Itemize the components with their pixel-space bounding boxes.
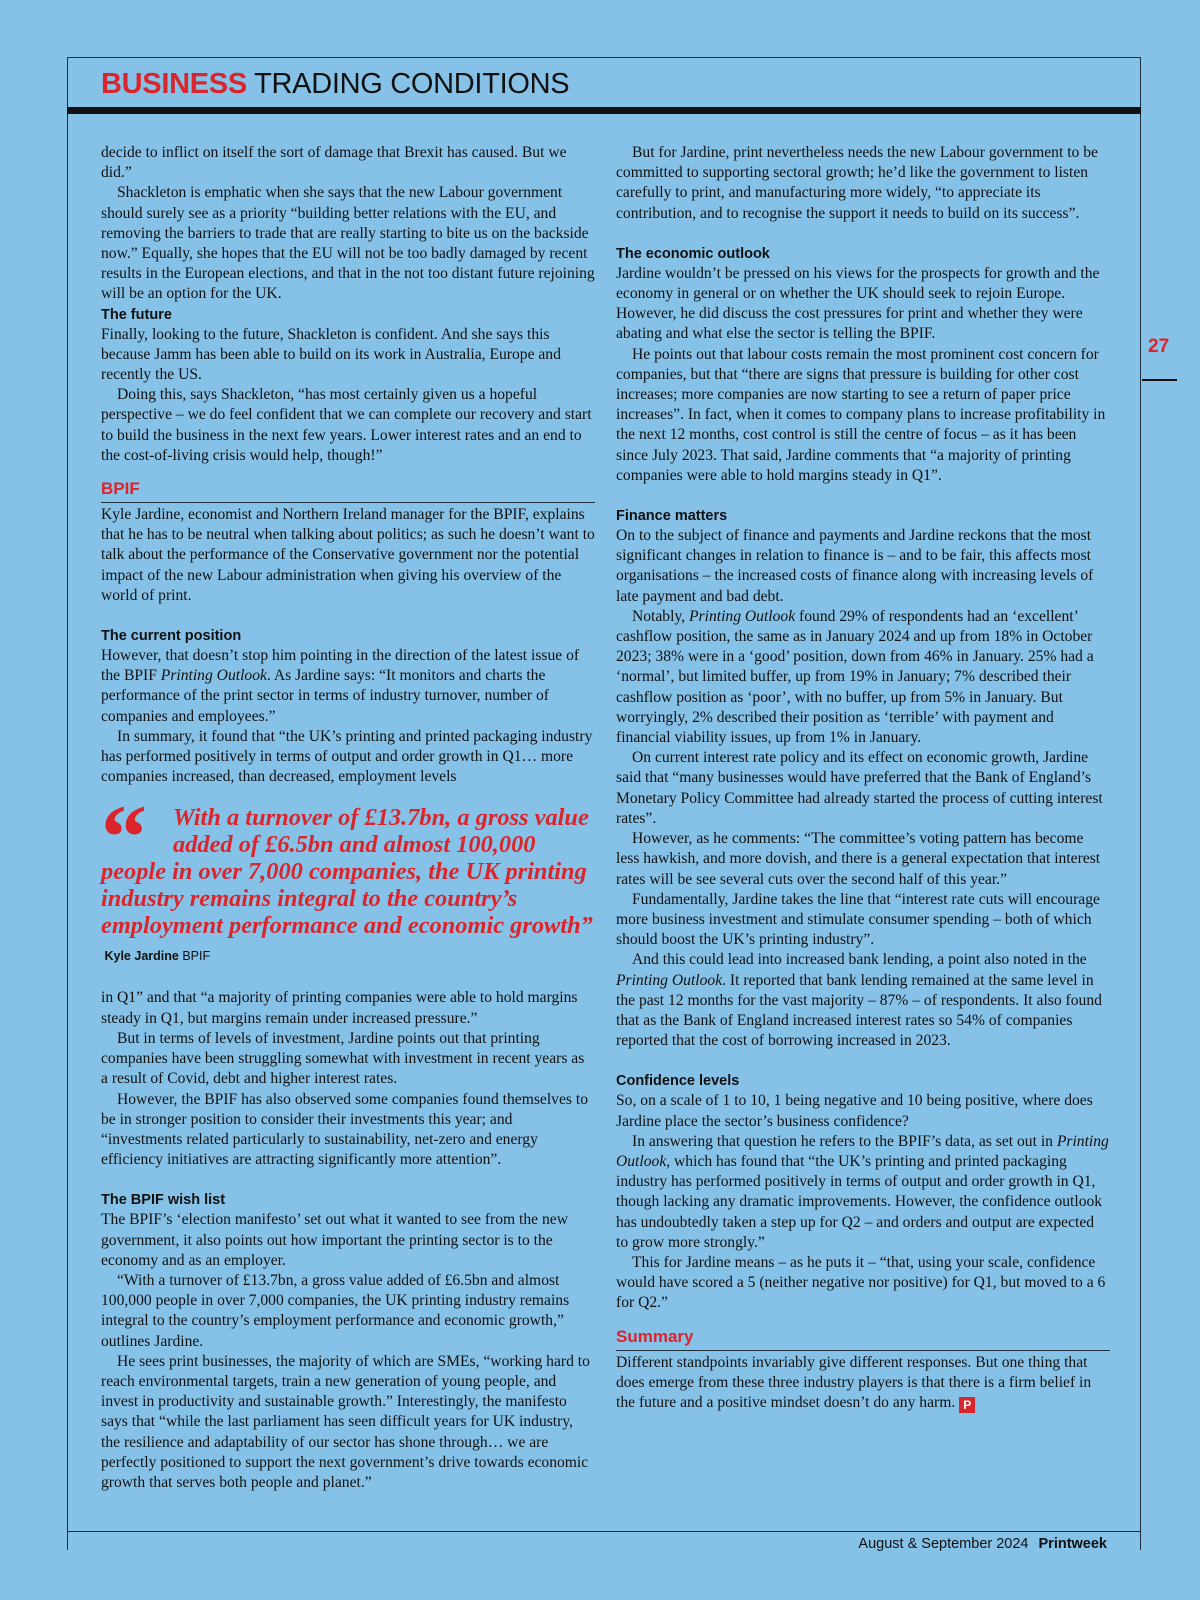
paragraph: This for Jardine means – as he puts it – “that, using your scale, confidence would have scored a 5 (neither negative nor positive) for Q1, but moved to a 6 for Q2.” xyxy=(616,1253,1106,1312)
paragraph: “With a turnover of £13.7bn, a gross value added of £6.5bn and almost 100,000 people in over 7,000 companies, the UK printing industry remains integral to the country’s employment performance and economic growth,” outlines Jardine. xyxy=(101,1271,570,1350)
paragraph xyxy=(616,1132,1110,1253)
paragraph: So, on a scale of 1 to 10, 1 being negative and 10 being positive, where does Jardine place the sector’s business confidence? xyxy=(616,1092,1093,1130)
publication-name: Printweek xyxy=(1038,1536,1107,1552)
subheading-current-position: The current position xyxy=(101,628,242,645)
right-column xyxy=(616,143,1110,1413)
paragraph: But in terms of levels of investment, Jardine points out that printing companies have been struggling somewhat with investment in recent years as a result of Covid, debt and higher interest rates. xyxy=(101,1029,585,1088)
text-run: However, that doesn’t stop him pointing in the direction of the latest issue of the BPIF xyxy=(101,647,580,685)
printweek-end-icon: P xyxy=(959,1397,975,1413)
pull-quote-attribution xyxy=(101,949,210,963)
paragraph: However, the BPIF has also observed some companies found themselves to be in stronger position to consider their investments this year; and “investments related particularly to sustainability, net-zero and energy efficiency initiatives are attracting significantly more attention”. xyxy=(101,1090,588,1169)
text-run: In answering that question he refers to the BPIF’s data, as set out in xyxy=(632,1132,1057,1150)
attribution-name: Kyle Jardine xyxy=(104,949,179,964)
paragraph: Doing this, says Shackleton, “has most certainly given us a hopeful perspective – we do feel confident that we can complete our recovery and start to build the business in the next few years. Lower interest rates and an end to the cost-of-living crisis would help, though!” xyxy=(101,386,592,464)
paragraph: Kyle Jardine, economist and Northern Ireland manager for the BPIF, explains that he has to be neutral when talking about politics; as such he doesn’t want to talk about the performance of the Conservative government nor the potential impact of the new Labour administration when giving his overview of the world of print. xyxy=(101,506,595,604)
pull-quote xyxy=(101,786,595,970)
text-run: . It reported that bank lending remained at the same level in the past 12 months for the vast majority – 87% – of respondents. It also found that as the Bank of England increased interest rates so 54% of companies reported that the cost of borrowing increased in 2023. xyxy=(616,971,1102,1050)
paragraph: On to the subject of finance and payments and Jardine reckons that the most significant changes in relation to finance is – and to be fair, this affects most organisations – the increased costs of finance along with increasing levels of late payment and bad debt. xyxy=(616,527,1094,605)
subheading-confidence-levels: Confidence levels xyxy=(616,1073,740,1090)
paragraph: decide to inflict on itself the sort of damage that Brexit has caused. But we did.” xyxy=(101,144,567,182)
issue-date: August & September 2024 xyxy=(858,1536,1029,1552)
quote-mark-icon: “ xyxy=(101,786,147,889)
text-run: found 29% of respondents had an ‘excellent’ cashflow position, the same as in January 2024 and up from 18% in October 2023; 38% were in a ‘good’ position, down from 46% in January. 25% had a ‘normal’, but limited buffer, up from 19% in January; 7% described their cashflow position as ‘poor’, with no buffer, up from 5% in January. But worryingly, 2% described their position as ‘terrible’ with payment and financial viability issues, up from 1% in January. xyxy=(616,607,1094,747)
paragraph: In summary, it found that “the UK’s printing and printed packaging industry has performed positively in terms of output and order growth in Q1… more companies increased, than decreased, employment levels xyxy=(101,727,593,786)
subheading-wish-list: The BPIF wish list xyxy=(101,1192,226,1209)
publication-title: Printing Outlook xyxy=(689,607,796,625)
section-heading-summary: Summary xyxy=(616,1326,1110,1351)
paragraph xyxy=(616,1353,1110,1414)
subsection-label: TRADING CONDITIONS xyxy=(254,68,570,100)
paragraph: However, as he comments: “The committee’s voting pattern has become less hawkish, and more dovish, and there is a general expectation that interest rates will be see several cuts over the second half of this year.” xyxy=(616,830,1101,888)
text-run: Different standpoints invariably give different responses. But one thing that does emerge from these three industry players is that there is a firm belief in the future and a positive mindset doesn’t do any harm. xyxy=(616,1353,1092,1411)
section-header xyxy=(101,66,569,102)
paragraph xyxy=(616,607,1110,748)
header-rule xyxy=(67,107,1141,114)
pull-quote-text: With a turnover of £13.7bn, a gross value added of £6.5bn and almost 100,000 people in over 7,000 companies, the UK printing industry remains integral to the country’s employment performance and economic growth” xyxy=(101,804,593,940)
paragraph: But for Jardine, print nevertheless needs the new Labour government to be committed to supporting sectoral growth; he’d like the government to listen carefully to print, and manufacturing more widely, “to appreciate its contribution, and to recognise the support it needs to build on its success”. xyxy=(616,144,1098,222)
paragraph: The BPIF’s ‘election manifesto’ set out what it wanted to see from the new government, it also points out how important the printing sector is to the economy and as an employer. xyxy=(101,1211,568,1269)
paragraph: He sees print businesses, the majority of which are SMEs, “working hard to reach environmental targets, train a new generation of young people, and invest in productivity and sustainable growth.” Interestingly, the manifesto says that “while the last parliament has seen difficult years for UK industry, the resilience and adaptability of our sector has shone through… we are perfectly positioned to support the next government’s drive towards economic growth that serves both people and planet.” xyxy=(101,1352,590,1491)
text-run: And this could lead into increased bank lending, a point also noted in the xyxy=(632,951,1087,969)
paragraph: On current interest rate policy and its effect on economic growth, Jardine said that “many businesses would have preferred that the Bank of England’s Monetary Policy Committee had already started the process of cutting interest rates”. xyxy=(616,749,1103,827)
section-label: BUSINESS xyxy=(101,68,247,100)
subheading-finance-matters: Finance matters xyxy=(616,508,728,525)
publication-title: Printing Outlook xyxy=(616,1132,1109,1170)
paragraph: He points out that labour costs remain the most prominent cost concern for companies, but that “there are signs that pressure is building for other cost increases; more companies are now starting to see a return of paper price increases”. In fact, when it comes to company plans to increase profitability in the next 12 months, cost control is still the centre of focus – as it has been since July 2023. That said, Jardine comments that “a majority of printing companies were able to hold margins steady in Q1”. xyxy=(616,345,1106,484)
text-run: , which has found that “the UK’s printing and printed packaging industry has performed positively in terms of output and order growth in Q1, though lacking any dramatic improvements. However, the confidence outlook has undoubtedly taken a step up for Q2 – and orders and output are expected to grow more strongly.” xyxy=(616,1152,1103,1251)
subheading-economic-outlook: The economic outlook xyxy=(616,245,770,262)
paragraph: Fundamentally, Jardine takes the line that “interest rate cuts will encourage more business investment and stimulate consumer spending – both of which should boost the UK’s printing industry”. xyxy=(616,890,1100,949)
paragraph xyxy=(101,646,595,727)
page-footer xyxy=(858,1536,1107,1552)
page-number-rule xyxy=(1142,379,1177,381)
page-number: 27 xyxy=(1148,336,1170,357)
subheading-future: The future xyxy=(101,306,172,323)
left-column xyxy=(101,143,595,1493)
publication-title: Printing Outlook xyxy=(616,971,723,989)
section-heading-bpif: BPIF xyxy=(101,478,595,503)
paragraph xyxy=(616,950,1110,1051)
paragraph: in Q1” and that “a majority of printing companies were able to hold margins steady in Q1, but margins remain under increased pressure.” xyxy=(101,989,578,1027)
paragraph: Finally, looking to the future, Shackleton is confident. And she says this because Jamm has been able to build on its work in Australia, Europe and recently the US. xyxy=(101,325,561,384)
text-run: . As Jardine says: “It monitors and charts the performance of the print sector in terms of industry turnover, number of companies and employees.” xyxy=(101,667,549,725)
attribution-org: BPIF xyxy=(182,949,211,964)
paragraph: Shackleton is emphatic when she says that the new Labour government should surely see as a priority “building better relations with the EU, and removing the barriers to trade that are really starting to bite us on the backside now.” Equally, she hopes that the EU will not be too badly damaged by recent results in the European elections, and that in the not too distant future rejoining will be an option for the UK. xyxy=(101,184,595,303)
text-run: Notably, xyxy=(632,607,690,625)
publication-title: Printing Outlook xyxy=(160,667,267,685)
footer-rule xyxy=(67,1531,1141,1532)
paragraph: Jardine wouldn’t be pressed on his views for the prospects for growth and the economy in general or on whether the UK should seek to rejoin Europe. However, he did discuss the cost pressures for print and whether they were abating and what else the sector is telling the BPIF. xyxy=(616,264,1100,343)
